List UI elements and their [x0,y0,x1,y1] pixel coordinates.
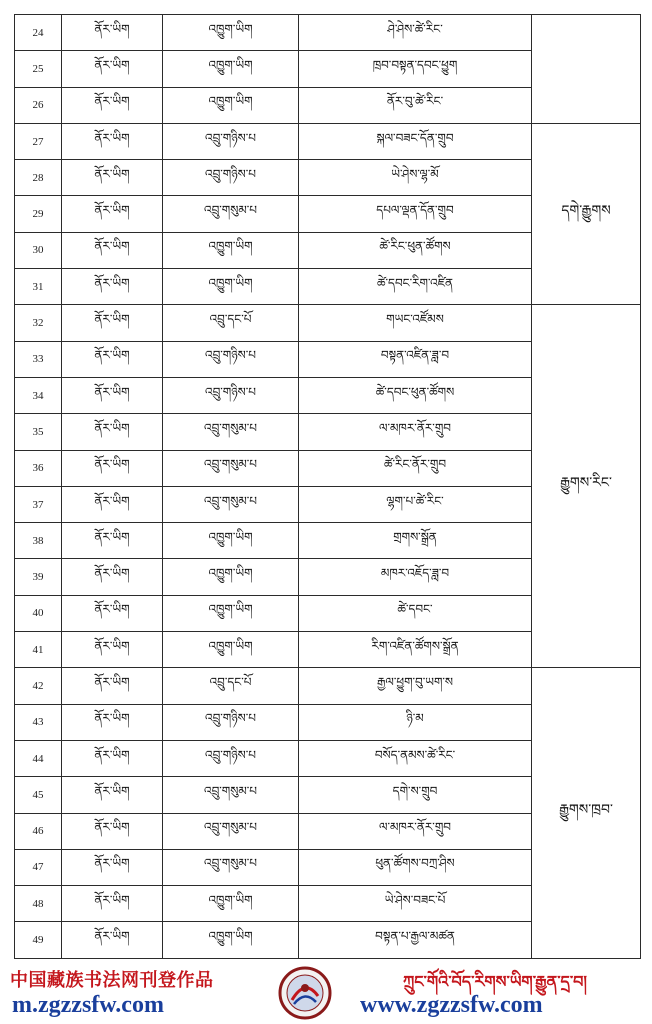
style-cell: འཁྱུག་ཡིག [163,232,299,268]
row-number: 30 [15,232,62,268]
author-cell: ཚེ་རིང་ནོར་གྲུབ [299,450,532,486]
style-cell: འབྲུ་གསུམ་པ [163,414,299,450]
style-cell: འབྲུ་དང་པོ [163,668,299,704]
author-cell: ཚེ་དབང་ཕུན་ཚོགས [299,377,532,413]
site-name-tibetan: ཀྲུང་གོའི་བོད་རིགས་ཡིག་རྒྱུན་དྲ་བ། [403,972,587,991]
group-label: རྒྱུགས་རིང་ [532,305,641,668]
row-number: 31 [15,269,62,305]
author-cell: གཡང་འཛོམས [299,305,532,341]
registration-table [14,14,641,959]
row-number: 45 [15,777,62,813]
style-cell: འཁྱུག་ཡིག [163,269,299,305]
style-cell: འབྲུ་གཉིས་པ [163,160,299,196]
type-cell: ནོར་ཡིག [62,305,163,341]
author-cell: ལ་མཁར་ནོར་གྲུབ [299,813,532,849]
style-cell: འཁྱུག་ཡིག [163,87,299,123]
row-number: 40 [15,595,62,631]
style-cell: འབྲུ་གསུམ་པ [163,450,299,486]
style-cell: འཁྱུག་ཡིག [163,559,299,595]
type-cell: ནོར་ཡིག [62,813,163,849]
table-body [15,15,641,959]
style-cell: འབྲུ་གསུམ་པ [163,486,299,522]
type-cell: ནོར་ཡིག [62,886,163,922]
row-number: 37 [15,486,62,522]
row-number: 41 [15,632,62,668]
author-cell: ཉི་མ [299,704,532,740]
style-cell: འབྲུ་གཉིས་པ [163,377,299,413]
group-label [532,15,641,124]
row-number: 44 [15,740,62,776]
style-cell: འཁྱུག་ཡིག [163,15,299,51]
table-row [15,15,641,51]
style-cell: འབྲུ་གཉིས་པ [163,123,299,159]
group-label: རྒྱུགས་ཁྲབ་ [532,668,641,958]
author-cell: དགེ་ས་གྲུབ [299,777,532,813]
row-number: 42 [15,668,62,704]
row-number: 48 [15,886,62,922]
type-cell: ནོར་ཡིག [62,740,163,776]
table-row [15,123,641,159]
author-cell: ཚེ་དབང་ [299,595,532,631]
row-number: 26 [15,87,62,123]
row-number: 35 [15,414,62,450]
style-cell: འཁྱུག་ཡིག [163,922,299,958]
style-cell: འཁྱུག་ཡིག [163,632,299,668]
author-cell: རིག་འཛིན་ཚོགས་སྒྲོན [299,632,532,668]
row-number: 36 [15,450,62,486]
row-number: 29 [15,196,62,232]
document-sheet [14,14,640,959]
footer-banner [0,962,652,1024]
row-number: 32 [15,305,62,341]
author-cell: ཁྲབ་བསྟན་དབང་ཕྱུག [299,51,532,87]
type-cell: ནོར་ཡིག [62,87,163,123]
row-number: 38 [15,523,62,559]
author-cell: ཚེ་རིང་ཕུན་ཚོགས [299,232,532,268]
type-cell: ནོར་ཡིག [62,704,163,740]
site-logo-icon [278,966,332,1020]
author-cell: གྲགས་སྒྲོན [299,523,532,559]
type-cell: ནོར་ཡིག [62,377,163,413]
type-cell: ནོར་ཡིག [62,486,163,522]
author-cell: ལྷག་པ་ཚེ་རིང་ [299,486,532,522]
web-site-url[interactable]: www.zgzzsfw.com [360,992,543,1018]
style-cell: འཁྱུག་ཡིག [163,595,299,631]
row-number: 34 [15,377,62,413]
row-number: 49 [15,922,62,958]
type-cell: ནོར་ཡིག [62,51,163,87]
type-cell: ནོར་ཡིག [62,559,163,595]
row-number: 24 [15,15,62,51]
table-row [15,305,641,341]
type-cell: ནོར་ཡིག [62,160,163,196]
style-cell: འབྲུ་གཉིས་པ [163,341,299,377]
row-number: 39 [15,559,62,595]
type-cell: ནོར་ཡིག [62,269,163,305]
author-cell: ཡེ་ཤེས་བཟང་པོ [299,886,532,922]
author-cell: སྐལ་བཟང་དོན་གྲུབ [299,123,532,159]
style-cell: འབྲུ་གསུམ་པ [163,849,299,885]
type-cell: ནོར་ཡིག [62,414,163,450]
type-cell: ནོར་ཡིག [62,777,163,813]
group-label: དགེ་རྒྱུགས [532,123,641,304]
author-cell: ནོར་བུ་ཚེ་རིང་ [299,87,532,123]
row-number: 25 [15,51,62,87]
style-cell: འཁྱུག་ཡིག [163,886,299,922]
style-cell: འབྲུ་གསུམ་པ [163,196,299,232]
type-cell: ནོར་ཡིག [62,196,163,232]
author-cell: བསྟན་འཛིན་ཟླ་བ [299,341,532,377]
style-cell: འབྲུ་གསུམ་པ [163,813,299,849]
type-cell: ནོར་ཡིག [62,523,163,559]
row-number: 47 [15,849,62,885]
author-cell: ཡེ་ཤེས་ལྷ་མོ [299,160,532,196]
type-cell: ནོར་ཡིག [62,15,163,51]
table-row [15,668,641,704]
type-cell: ནོར་ཡིག [62,232,163,268]
type-cell: ནོར་ཡིག [62,595,163,631]
type-cell: ནོར་ཡིག [62,450,163,486]
row-number: 43 [15,704,62,740]
row-number: 28 [15,160,62,196]
type-cell: ནོར་ཡིག [62,668,163,704]
row-number: 33 [15,341,62,377]
author-cell: མཁར་འཇོད་ཟླ་བ [299,559,532,595]
type-cell: ནོར་ཡིག [62,341,163,377]
author-cell: ཕུན་ཚོགས་བཀྲ་ཤིས [299,849,532,885]
author-cell: དཔལ་ལྡན་དོན་གྲུབ [299,196,532,232]
author-cell: ལ་མཁར་ནོར་གྲུབ [299,414,532,450]
mobile-site-url[interactable]: m.zgzzsfw.com [12,992,164,1018]
site-name-chinese: 中国藏族书法网刊登作品 [10,970,214,991]
style-cell: འབྲུ་གཉིས་པ [163,740,299,776]
type-cell: ནོར་ཡིག [62,849,163,885]
style-cell: འབྲུ་གསུམ་པ [163,777,299,813]
style-cell: འཁྱུག་ཡིག [163,51,299,87]
style-cell: འབྲུ་གཉིས་པ [163,704,299,740]
style-cell: འབྲུ་དང་པོ [163,305,299,341]
author-cell: བསྟན་པ་རྒྱལ་མཚན [299,922,532,958]
author-cell: རྒྱལ་ཕྱུག་བུ་ཡག་ས [299,668,532,704]
style-cell: འཁྱུག་ཡིག [163,523,299,559]
type-cell: ནོར་ཡིག [62,123,163,159]
row-number: 27 [15,123,62,159]
type-cell: ནོར་ཡིག [62,922,163,958]
author-cell: ཚེ་དབང་རིག་འཛིན [299,269,532,305]
author-cell: བསོད་ནམས་ཚེ་རིང་ [299,740,532,776]
row-number: 46 [15,813,62,849]
type-cell: ནོར་ཡིག [62,632,163,668]
author-cell: ཤེ་ཤེས་ཚེ་རིང་ [299,15,532,51]
